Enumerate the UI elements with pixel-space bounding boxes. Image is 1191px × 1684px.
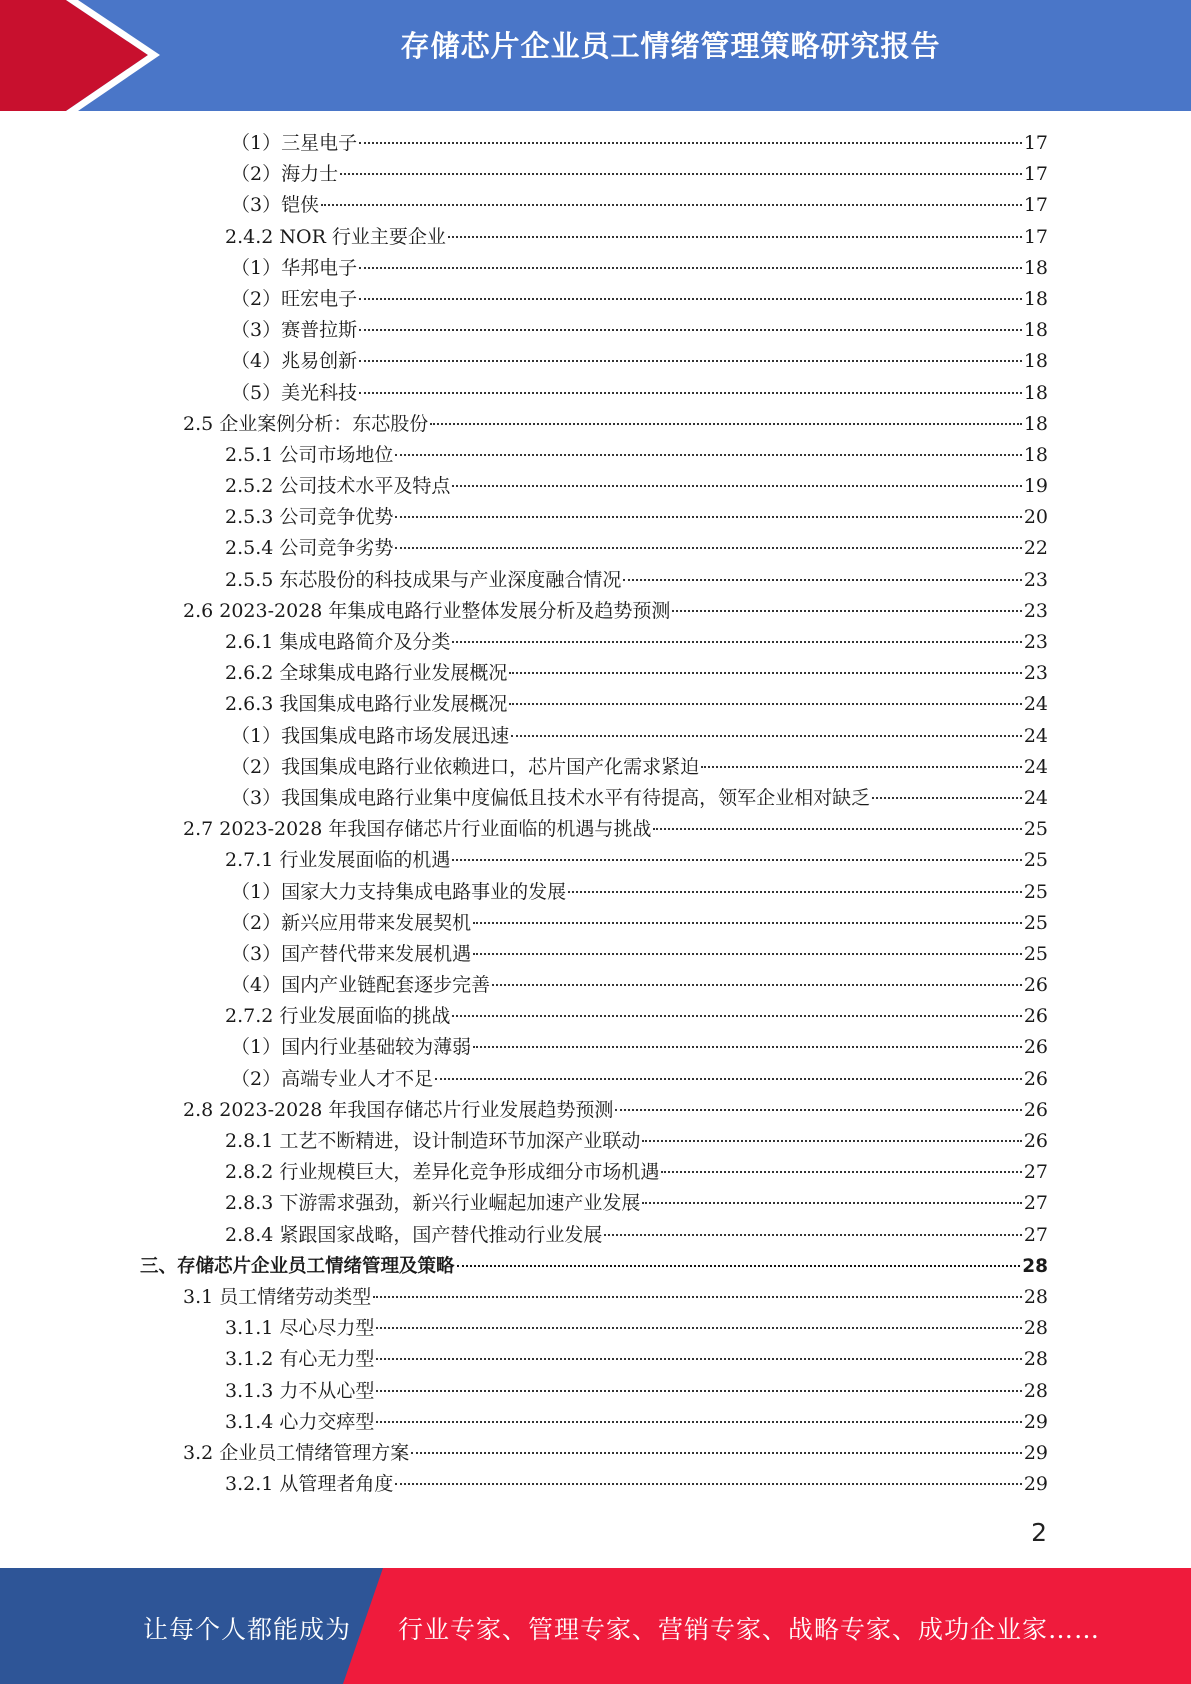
toc-entry-page: 28 — [1023, 1379, 1048, 1402]
toc-entry[interactable] — [140, 1001, 1048, 1032]
toc-dot-leader — [430, 423, 1022, 425]
toc-entry[interactable] — [140, 658, 1048, 689]
toc-entry-page: 22 — [1023, 537, 1048, 560]
toc-entry-title: 3.1.3 力不从心型 — [225, 1379, 375, 1402]
toc-entry-page: 23 — [1023, 599, 1048, 622]
toc-entry[interactable] — [140, 845, 1048, 876]
toc-entry-title: 2.7.2 行业发展面临的挑战 — [225, 1005, 451, 1028]
toc-entry-title: （2）高端专业人才不足 — [231, 1067, 434, 1090]
toc-dot-leader — [395, 516, 1021, 518]
toc-dot-leader — [452, 1015, 1021, 1017]
toc-dot-leader — [872, 797, 1022, 799]
toc-entry-page: 25 — [1023, 818, 1048, 841]
toc-entry[interactable] — [140, 222, 1048, 253]
toc-dot-leader — [511, 735, 1022, 737]
toc-entry-title: 2.7.1 行业发展面临的机遇 — [225, 849, 451, 872]
toc-entry-title: 3.2.1 从管理者角度 — [225, 1473, 394, 1496]
toc-dot-leader — [604, 1234, 1021, 1236]
toc-entry-page: 26 — [1023, 1005, 1048, 1028]
toc-entry-title: 2.5.5 东芯股份的科技成果与产业深度融合情况 — [225, 568, 622, 591]
toc-dot-leader — [376, 1358, 1021, 1360]
footer-slogan-right: 行业专家、管理专家、营销专家、战略专家、成功企业家…… — [398, 1615, 1101, 1644]
toc-entry-page: 18 — [1023, 287, 1048, 310]
toc-entry[interactable] — [140, 1064, 1048, 1095]
toc-entry[interactable] — [140, 1220, 1048, 1251]
toc-dot-leader — [448, 236, 1022, 238]
toc-dot-leader — [672, 610, 1021, 612]
toc-entry-title: （1）国家大力支持集成电路事业的发展 — [231, 880, 567, 903]
toc-entry-page: 23 — [1023, 662, 1048, 685]
toc-dot-leader — [395, 454, 1021, 456]
toc-entry-title: （3）赛普拉斯 — [231, 319, 358, 342]
toc-entry-page: 28 — [1023, 1348, 1048, 1371]
toc-dot-leader — [340, 173, 1022, 175]
header-arrow-graphic — [0, 0, 160, 111]
toc-dot-leader — [373, 1296, 1022, 1298]
toc-dot-leader — [473, 922, 1022, 924]
footer-slogan-left: 让每个人都能成为 — [143, 1615, 352, 1644]
toc-entry-page: 17 — [1023, 163, 1048, 186]
toc-dot-leader — [615, 1109, 1021, 1111]
toc-dot-leader — [321, 204, 1022, 206]
toc-entry[interactable] — [140, 565, 1048, 596]
toc-dot-leader — [661, 1171, 1021, 1173]
toc-entry-page: 29 — [1023, 1441, 1048, 1464]
page-number: 2 — [1031, 1518, 1047, 1547]
toc-entry-page: 25 — [1023, 911, 1048, 934]
toc-entry-page: 23 — [1023, 568, 1048, 591]
toc-entry[interactable] — [140, 814, 1048, 845]
toc-entry-page: 25 — [1023, 880, 1048, 903]
toc-dot-leader — [623, 579, 1021, 581]
toc-entry[interactable] — [140, 1032, 1048, 1063]
toc-entry-title: 3.1.1 尽心尽力型 — [225, 1317, 375, 1340]
toc-dot-leader — [359, 392, 1022, 394]
toc-entry-page: 26 — [1023, 974, 1048, 997]
toc-entry-title: 2.8.4 紧跟国家战略，国产替代推动行业发展 — [225, 1223, 603, 1246]
toc-entry-title: 2.4.2 NOR 行业主要企业 — [225, 225, 446, 248]
toc-entry[interactable] — [140, 284, 1048, 315]
toc-entry-page: 18 — [1023, 319, 1048, 342]
toc-dot-leader — [701, 766, 1022, 768]
toc-entry-title: 2.8.2 行业规模巨大，差异化竞争形成细分市场机遇 — [225, 1161, 660, 1184]
toc-entry-title: （4）兆易创新 — [231, 350, 358, 373]
toc-entry-page: 28 — [1022, 1255, 1048, 1277]
toc-entry-page: 23 — [1023, 631, 1048, 653]
toc-dot-leader — [376, 1327, 1021, 1329]
toc-entry-title: （2）海力士 — [231, 163, 339, 186]
document-title: 存储芯片企业员工情绪管理策略研究报告 — [400, 29, 941, 63]
toc-dot-leader — [452, 641, 1021, 643]
toc-dot-leader — [642, 1202, 1021, 1204]
toc-entry-title: 2.7 2023-2028 年我国存储芯片行业面临的机遇与挑战 — [183, 818, 652, 841]
toc-entry[interactable] — [140, 1126, 1048, 1157]
toc-dot-leader — [452, 859, 1021, 861]
toc-entry-page: 18 — [1023, 412, 1048, 435]
toc-entry-page: 27 — [1023, 1161, 1048, 1184]
toc-entry-title: （1）我国集成电路市场发展迅速 — [231, 724, 510, 747]
toc-entry-page: 17 — [1023, 194, 1048, 217]
toc-entry-title: （4）国内产业链配套逐步完善 — [231, 974, 491, 997]
toc-entry-title: 3.1.2 有心无力型 — [225, 1348, 375, 1371]
toc-entry-page: 20 — [1023, 506, 1048, 529]
toc-entry[interactable] — [140, 1407, 1048, 1438]
table-of-contents — [140, 128, 1048, 1500]
toc-dot-leader — [653, 828, 1021, 830]
toc-entry-title: （3）我国集成电路行业集中度偏低且技术水平有待提高，领军企业相对缺乏 — [231, 786, 871, 809]
toc-entry[interactable] — [140, 877, 1048, 908]
toc-entry[interactable] — [140, 1095, 1048, 1126]
toc-dot-leader — [642, 1140, 1021, 1142]
toc-entry[interactable] — [140, 596, 1048, 627]
toc-entry[interactable] — [140, 315, 1048, 346]
toc-entry-title: 2.5.3 公司竞争优势 — [225, 506, 394, 529]
toc-entry-title: （1）华邦电子 — [231, 256, 358, 279]
toc-dot-leader — [473, 953, 1022, 955]
toc-entry-page: 27 — [1023, 1223, 1048, 1246]
toc-entry[interactable] — [140, 128, 1048, 159]
toc-dot-leader — [359, 142, 1022, 144]
toc-entry[interactable] — [140, 908, 1048, 939]
toc-entry[interactable] — [140, 190, 1048, 221]
footer-banner — [0, 1568, 1191, 1684]
toc-entry-title: 2.6.3 我国集成电路行业发展概况 — [225, 693, 508, 716]
toc-entry[interactable] — [140, 1376, 1048, 1407]
toc-entry-title: （3）国产替代带来发展机遇 — [231, 942, 472, 965]
toc-entry-title: （2）旺宏电子 — [231, 287, 358, 310]
toc-entry-page: 24 — [1023, 693, 1048, 716]
toc-entry-page: 26 — [1023, 1130, 1048, 1152]
toc-entry[interactable] — [140, 253, 1048, 284]
toc-dot-leader — [492, 984, 1022, 986]
toc-dot-leader — [411, 1452, 1022, 1454]
toc-entry[interactable] — [140, 939, 1048, 970]
toc-entry[interactable] — [140, 752, 1048, 783]
toc-dot-leader — [509, 703, 1021, 705]
toc-dot-leader — [376, 1421, 1021, 1423]
toc-entry-title: （5）美光科技 — [231, 381, 358, 404]
toc-entry-page: 26 — [1023, 1036, 1048, 1059]
toc-entry-page: 27 — [1023, 1192, 1048, 1215]
toc-entry[interactable] — [140, 970, 1048, 1001]
toc-entry[interactable] — [140, 1469, 1048, 1500]
toc-entry-page: 17 — [1023, 132, 1048, 154]
toc-entry-title: （2）我国集成电路行业依赖进口，芯片国产化需求紧迫 — [231, 755, 700, 778]
toc-dot-leader — [359, 329, 1022, 331]
toc-entry-page: 18 — [1023, 350, 1048, 373]
toc-entry-page: 17 — [1023, 225, 1048, 248]
toc-entry-page: 24 — [1023, 786, 1048, 809]
toc-entry[interactable] — [140, 783, 1048, 814]
toc-entry-title: （2）新兴应用带来发展契机 — [231, 911, 472, 934]
toc-entry-page: 26 — [1023, 1098, 1048, 1121]
toc-entry-page: 18 — [1023, 256, 1048, 279]
toc-entry[interactable] — [140, 689, 1048, 720]
toc-entry-page: 28 — [1023, 1317, 1048, 1340]
toc-entry-page: 18 — [1023, 381, 1048, 404]
toc-entry[interactable] — [140, 409, 1048, 440]
toc-entry[interactable] — [140, 721, 1048, 752]
toc-entry[interactable] — [140, 159, 1048, 190]
toc-entry[interactable] — [140, 627, 1048, 658]
toc-dot-leader — [452, 485, 1021, 487]
toc-entry[interactable] — [140, 1282, 1048, 1313]
toc-entry[interactable] — [140, 502, 1048, 533]
toc-entry-title: （3）铠侠 — [231, 194, 320, 217]
toc-entry[interactable] — [140, 378, 1048, 409]
toc-entry[interactable] — [140, 471, 1048, 502]
toc-dot-leader — [457, 1265, 1021, 1267]
toc-entry-page: 18 — [1023, 443, 1048, 466]
toc-entry-page: 25 — [1023, 849, 1048, 872]
toc-entry-title: 2.8.1 工艺不断精进，设计制造环节加深产业联动 — [225, 1130, 641, 1152]
toc-entry-title: （1）三星电子 — [231, 132, 358, 154]
toc-entry-title: 2.5.2 公司技术水平及特点 — [225, 475, 451, 498]
toc-dot-leader — [395, 1483, 1021, 1485]
toc-entry[interactable] — [140, 1438, 1048, 1469]
toc-dot-leader — [359, 298, 1022, 300]
toc-entry-title: 2.5.4 公司竞争劣势 — [225, 537, 394, 560]
toc-dot-leader — [568, 891, 1022, 893]
toc-entry-title: 2.6 2023-2028 年集成电路行业整体发展分析及趋势预测 — [183, 599, 671, 622]
toc-entry-page: 26 — [1023, 1067, 1048, 1090]
toc-entry[interactable] — [140, 1344, 1048, 1375]
toc-entry-page: 29 — [1023, 1473, 1048, 1496]
toc-entry-title: 2.8.3 下游需求强劲，新兴行业崛起加速产业发展 — [225, 1192, 641, 1215]
toc-entry[interactable] — [140, 1157, 1048, 1188]
toc-entry[interactable] — [140, 440, 1048, 471]
toc-entry-title: 2.5.1 公司市场地位 — [225, 443, 394, 466]
toc-entry-page: 25 — [1023, 942, 1048, 965]
toc-entry[interactable] — [140, 346, 1048, 377]
toc-dot-leader — [395, 547, 1021, 549]
toc-dot-leader — [509, 672, 1021, 674]
toc-entry-page: 24 — [1023, 724, 1048, 747]
toc-entry-title: 3.1.4 心力交瘁型 — [225, 1410, 375, 1433]
toc-dot-leader — [376, 1390, 1021, 1392]
toc-entry-page: 28 — [1023, 1285, 1048, 1308]
toc-entry[interactable] — [140, 1251, 1048, 1282]
toc-entry-title: （1）国内行业基础较为薄弱 — [231, 1036, 472, 1059]
toc-entry-page: 29 — [1023, 1410, 1048, 1433]
header-banner — [0, 0, 1191, 111]
toc-entry[interactable] — [140, 1313, 1048, 1344]
toc-entry-title: 2.6.1 集成电路简介及分类 — [225, 631, 451, 653]
toc-dot-leader — [359, 267, 1022, 269]
toc-dot-leader — [473, 1046, 1022, 1048]
toc-entry-page: 19 — [1023, 475, 1048, 498]
toc-entry-title: 三、存储芯片企业员工情绪管理及策略 — [140, 1255, 455, 1277]
toc-entry-title: 3.1 员工情绪劳动类型 — [183, 1285, 372, 1308]
toc-entry-page: 24 — [1023, 755, 1048, 778]
toc-dot-leader — [435, 1078, 1022, 1080]
toc-entry[interactable] — [140, 533, 1048, 564]
toc-entry-title: 2.8 2023-2028 年我国存储芯片行业发展趋势预测 — [183, 1098, 614, 1121]
toc-entry[interactable] — [140, 1188, 1048, 1219]
toc-dot-leader — [359, 360, 1022, 362]
toc-entry-title: 2.5 企业案例分析：东芯股份 — [183, 412, 429, 435]
toc-entry-title: 3.2 企业员工情绪管理方案 — [183, 1441, 410, 1464]
toc-entry-title: 2.6.2 全球集成电路行业发展概况 — [225, 662, 508, 685]
